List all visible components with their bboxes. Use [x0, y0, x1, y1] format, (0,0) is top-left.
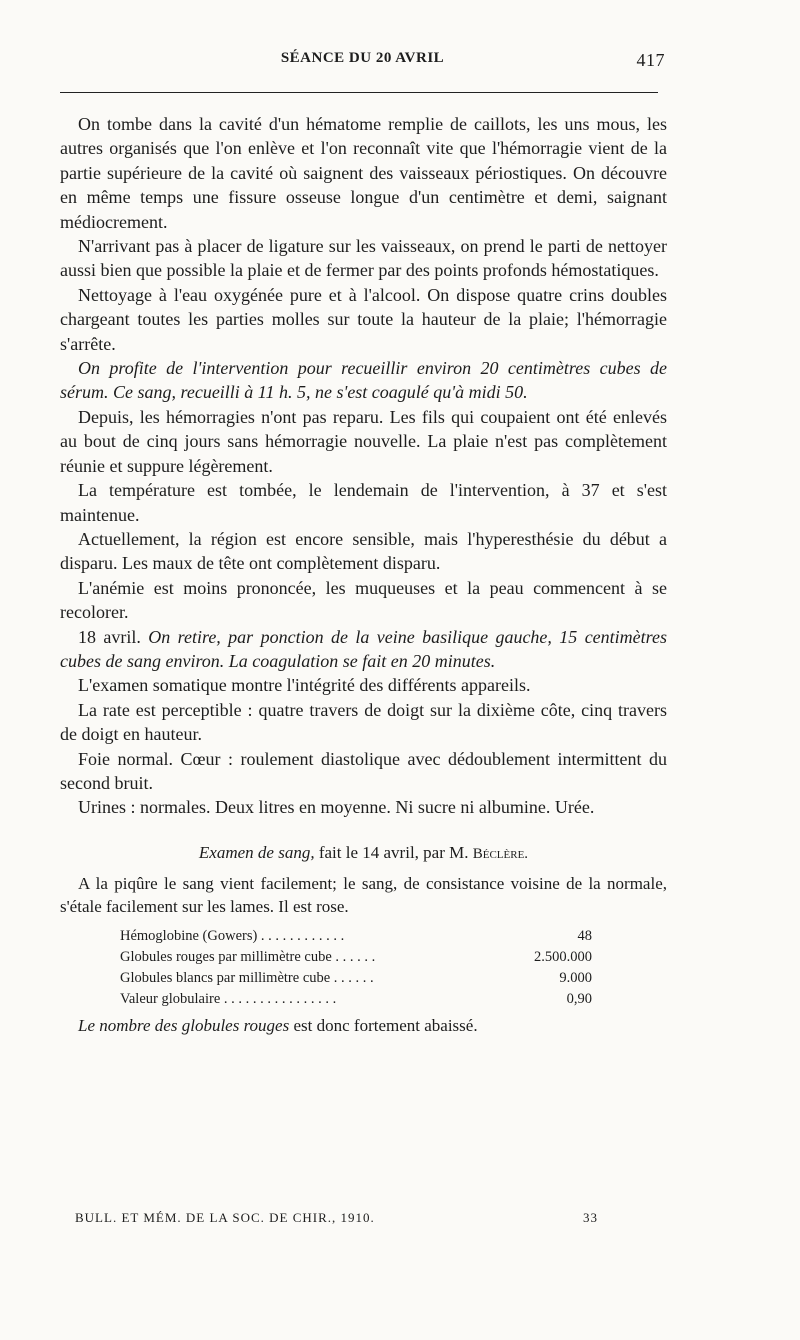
italic-paragraph: On profite de l'intervention pour recueillir environ 20 centimètres cubes de sérum. Ce sang, recueilli à 11 h. 5, ne s'est coagulé qu'à midi 50. — [60, 358, 667, 403]
row-value: 0,90 — [566, 991, 592, 1008]
table-row — [120, 968, 592, 989]
table-row — [120, 989, 592, 1010]
exam-title-italic: Examen de sang, — [198, 842, 315, 862]
paragraph: L'anémie est moins prononcée, les muqueuses et la peau commencent à se recolorer. — [60, 577, 667, 623]
page-number: 417 — [636, 50, 665, 70]
header-rule — [60, 92, 658, 93]
row-value: 2.500.000 — [534, 949, 592, 966]
paragraph: Urines : normales. Deux litres en moyenne. Ni sucre ni albumine. Urée. — [78, 797, 595, 818]
signature-number: 33 — [583, 1210, 598, 1225]
paragraph-april-18 — [60, 625, 667, 674]
paragraph: Foie normal. Cœur : roulement diastolique avec dédoublement intermittent du second bruit. — [60, 748, 667, 793]
exam-author: Béclère. — [472, 845, 529, 862]
row-label: Globules rouges par millimètre cube . . . . . . — [120, 949, 376, 966]
blood-stats-table — [120, 926, 592, 1010]
exam-title-rest: fait le 14 avril, par M. — [318, 842, 469, 862]
paragraph: La rate est perceptible : quatre travers de doigt sur la dixième côte, cinq travers de doigt en hauteur. — [60, 699, 667, 745]
paragraph: La température est tombée, le lendemain de l'intervention, à 37 et s'est maintenue. — [60, 480, 667, 525]
paragraph: Nettoyage à l'eau oxygénée pure et à l'alcool. On dispose quatre crins doubles chargeant toutes les parties molles sur toute la hauteur de la plaie; l'hémorragie s'arrête. — [60, 284, 667, 354]
row-label: Valeur globulaire . . . . . . . . . . . . . . . . — [120, 991, 337, 1008]
table-row — [120, 926, 592, 947]
exam-intro: A la piqûre le sang vient facilement; le sang, de consistance voisine de la normale, s'étale facilement sur les lames. Il est rose. — [60, 874, 667, 917]
april-18-text: On retire, par ponction de la veine basilique gauche, 15 centimètres cubes de sang environ. La coagulation se fait en 20 minutes. — [60, 626, 667, 671]
footer-citation: BULL. ET MÉM. DE LA SOC. DE CHIR., 1910. — [75, 1210, 375, 1225]
row-label: Hémoglobine (Gowers) . . . . . . . . . . . . — [120, 928, 345, 945]
date-label: 18 avril. — [78, 626, 141, 647]
conclusion — [60, 1014, 667, 1038]
paragraph: Depuis, les hémorragies n'ont pas reparu. Les fils qui coupaient ont été enlevés au bout de cinq jours sans hémorragie nouvelle. La plaie n'est pas complètement réunie et suppure légèrement. — [60, 406, 667, 476]
paragraph: On tombe dans la cavité d'un hématome remplie de caillots, les uns mous, les autres organisés que l'on enlève et l'on reconnaît vite que l'hémorragie vient de la partie supérieure de la cavité où saignent des vaisseaux périostiques. On découvre en même temps une fissure osseuse longue d'un centimètre et demi, saignant médiocrement. — [60, 114, 667, 232]
row-label: Globules blancs par millimètre cube . . . . . . — [120, 970, 374, 987]
exam-heading — [60, 841, 667, 866]
header-title: SÉANCE DU 20 AVRIL — [280, 50, 445, 66]
paragraph: L'examen somatique montre l'intégrité des différents appareils. — [78, 675, 531, 696]
row-value: 9.000 — [559, 970, 592, 987]
conclusion-rest: est donc fortement abaissé. — [293, 1016, 478, 1036]
body-text — [60, 112, 667, 1039]
paragraph: Actuellement, la région est encore sensible, mais l'hyperesthésie du début a disparu. Les maux de tête ont complètement disparu. — [60, 528, 667, 574]
paragraph: N'arrivant pas à placer de ligature sur les vaisseaux, on prend le parti de nettoyer aussi bien que possible la plaie et de fermer par des points profonds hémostatiques. — [60, 236, 667, 281]
conclusion-italic: Le nombre des globules rouges — [78, 1016, 290, 1036]
table-row — [120, 947, 592, 968]
running-header — [60, 50, 665, 74]
row-value: 48 — [577, 928, 592, 945]
